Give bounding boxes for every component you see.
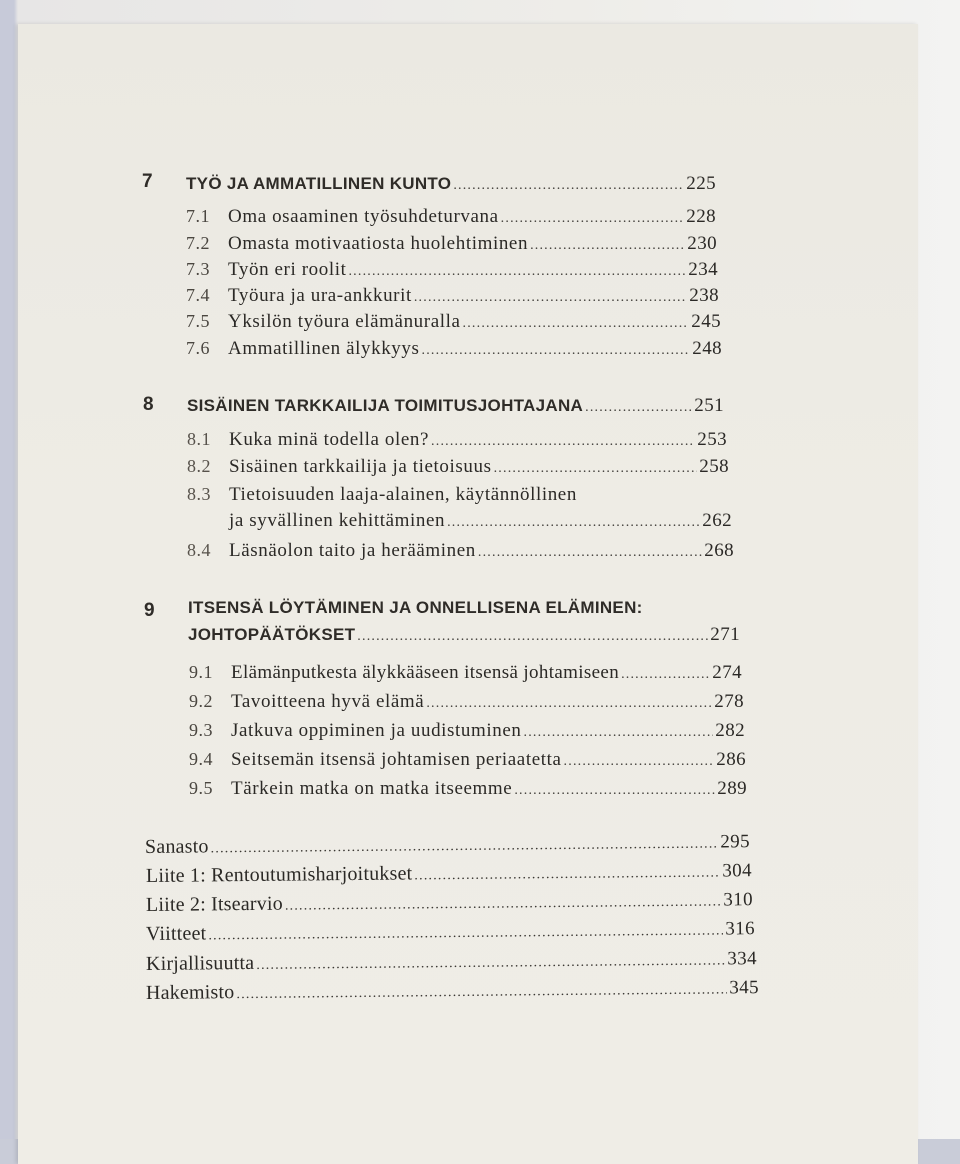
section-number: 7.2 xyxy=(186,233,210,253)
back-matter-page: 316 xyxy=(725,918,756,940)
toc-entry-8-3 xyxy=(187,484,732,506)
section-page: 278 xyxy=(714,691,744,712)
toc-entry-9-1 xyxy=(189,662,742,684)
back-matter-page: 295 xyxy=(720,831,751,853)
section-title: Yksilön työura elämänuralla xyxy=(228,311,461,332)
leader-dots xyxy=(236,982,727,1003)
section-title: Tärkein matka on matka itseemme xyxy=(231,778,513,799)
section-number: 7.6 xyxy=(186,338,210,358)
toc-entry-liite-1 xyxy=(146,859,752,888)
section-title: Tavoitteena hyvä elämä xyxy=(231,691,425,712)
chapter-9-number: 9 xyxy=(144,600,155,621)
section-number: 9.5 xyxy=(189,778,213,798)
section-title: Jatkuva oppiminen ja uudistuminen xyxy=(231,720,522,741)
chapter-9-entry xyxy=(188,598,748,618)
leader-dots xyxy=(431,434,695,450)
section-page: 282 xyxy=(715,720,745,741)
leader-dots xyxy=(524,725,714,741)
leader-dots xyxy=(478,545,702,561)
section-title: Ammatillinen älykkyys xyxy=(228,338,420,359)
toc-entry-8-2 xyxy=(187,456,729,478)
leader-dots xyxy=(426,696,712,712)
section-title: Oma osaaminen työsuhdeturvana xyxy=(228,206,499,227)
leader-dots xyxy=(285,894,722,914)
back-matter-page: 310 xyxy=(723,889,754,911)
chapter-7-entry xyxy=(186,173,716,195)
section-number: 9.3 xyxy=(189,720,213,740)
section-number: 9.1 xyxy=(189,662,213,682)
toc-entry-8-4 xyxy=(187,540,734,562)
toc-entry-sanasto xyxy=(145,830,750,859)
section-title: Sisäinen tarkkailija ja tietoisuus xyxy=(229,456,492,477)
section-page: 268 xyxy=(704,540,734,561)
section-page: 262 xyxy=(702,510,732,531)
section-title: Läsnäolon taito ja herääminen xyxy=(229,540,476,561)
leader-dots xyxy=(447,515,700,531)
leader-dots xyxy=(348,264,686,280)
toc-entry-7-6 xyxy=(186,338,722,360)
toc-entry-8-1 xyxy=(187,429,727,451)
chapter-8-title: SISÄINEN TARKKAILIJA TOIMITUSJOHTAJANA xyxy=(187,396,584,415)
section-title-line-2: ja syvällinen kehittäminen xyxy=(229,510,446,531)
section-title: Omasta motivaatiosta huolehtiminen xyxy=(228,233,529,254)
chapter-9-entry-continued xyxy=(188,624,740,646)
leader-dots xyxy=(211,836,719,857)
section-number: 9.2 xyxy=(189,691,213,711)
leader-dots xyxy=(463,316,690,332)
section-title: Työura ja ura-ankkurit xyxy=(228,285,412,306)
chapter-9-title-line-2: JOHTOPÄÄTÖKSET xyxy=(188,625,356,644)
chapter-8-page: 251 xyxy=(694,395,724,416)
section-title-line-1: Tietoisuuden laaja-alainen, käytännöllinen xyxy=(229,484,577,505)
section-number: 8.4 xyxy=(187,540,211,560)
toc-entry-9-2 xyxy=(189,691,744,713)
section-page: 234 xyxy=(688,259,718,280)
leader-dots xyxy=(453,178,684,194)
chapter-9-page: 271 xyxy=(710,624,740,645)
leader-dots xyxy=(422,343,691,359)
section-page: 274 xyxy=(712,662,742,683)
back-matter-title: Sanasto xyxy=(144,835,209,858)
chapter-7-page: 225 xyxy=(686,173,716,194)
section-number: 7.1 xyxy=(186,206,210,226)
section-page: 248 xyxy=(692,338,722,359)
leader-dots xyxy=(414,865,720,884)
back-matter-page: 304 xyxy=(722,860,753,882)
leader-dots xyxy=(501,211,685,227)
toc-entry-7-2 xyxy=(186,233,717,255)
leader-dots xyxy=(494,461,698,477)
leader-dots xyxy=(564,754,715,770)
back-matter-page: 345 xyxy=(729,977,760,999)
chapter-8-entry xyxy=(187,395,724,417)
leader-dots xyxy=(357,629,708,645)
section-page: 228 xyxy=(686,206,716,227)
section-page: 238 xyxy=(689,285,719,306)
leader-dots xyxy=(414,290,687,306)
section-number: 8.3 xyxy=(187,484,211,504)
section-page: 253 xyxy=(697,429,727,450)
chapter-8-number: 8 xyxy=(143,394,154,415)
section-number: 9.4 xyxy=(189,749,213,769)
back-matter-title: Hakemisto xyxy=(145,981,235,1004)
back-matter-title: Kirjallisuutta xyxy=(145,951,255,975)
section-title: Seitsemän itsensä johtamisen periaatetta xyxy=(231,749,562,770)
toc-entry-viitteet xyxy=(146,917,755,946)
toc-entry-9-4 xyxy=(189,749,746,771)
leader-dots xyxy=(256,953,725,974)
section-number: 8.2 xyxy=(187,456,211,476)
back-matter-page: 334 xyxy=(727,948,758,970)
back-matter-title: Liite 1: Rentoutumisharjoitukset xyxy=(145,862,413,887)
section-number: 7.4 xyxy=(186,285,210,305)
toc-entry-hakemisto xyxy=(146,976,759,1005)
section-title: Työn eri roolit xyxy=(228,259,347,280)
back-matter-title: Liite 2: Itsearvio xyxy=(145,892,284,916)
leader-dots xyxy=(621,667,710,683)
toc-entry-liite-2 xyxy=(146,888,753,917)
section-page: 258 xyxy=(699,456,729,477)
toc-entry-7-5 xyxy=(186,311,721,333)
section-number: 8.1 xyxy=(187,429,211,449)
section-page: 230 xyxy=(687,233,717,254)
chapter-9-title-line-1: ITSENSÄ LÖYTÄMINEN JA ONNELLISENA ELÄMINEN: xyxy=(188,598,643,617)
section-title: Elämänputkesta älykkääseen itsensä johtamiseen xyxy=(231,662,620,683)
toc-entry-7-3 xyxy=(186,259,718,281)
toc-entry-9-3 xyxy=(189,720,745,742)
leader-dots xyxy=(585,400,692,416)
section-title: Kuka minä todella olen? xyxy=(229,429,430,450)
leader-dots xyxy=(208,923,723,944)
toc-entry-7-1 xyxy=(186,206,716,228)
toc-entry-8-3-continued xyxy=(229,510,732,532)
section-number: 7.3 xyxy=(186,259,210,279)
section-page: 289 xyxy=(717,778,747,799)
chapter-7-title: TYÖ JA AMMATILLINEN KUNTO xyxy=(186,174,452,193)
toc-entry-7-4 xyxy=(186,285,719,307)
toc-entry-9-5 xyxy=(189,778,747,800)
toc-entry-kirjallisuutta xyxy=(146,947,757,976)
section-page: 286 xyxy=(716,749,746,770)
leader-dots xyxy=(530,238,685,254)
leader-dots xyxy=(514,783,715,799)
back-matter-title: Viitteet xyxy=(145,922,207,945)
section-number: 7.5 xyxy=(186,311,210,331)
section-page: 245 xyxy=(691,311,721,332)
chapter-7-number: 7 xyxy=(142,171,153,192)
